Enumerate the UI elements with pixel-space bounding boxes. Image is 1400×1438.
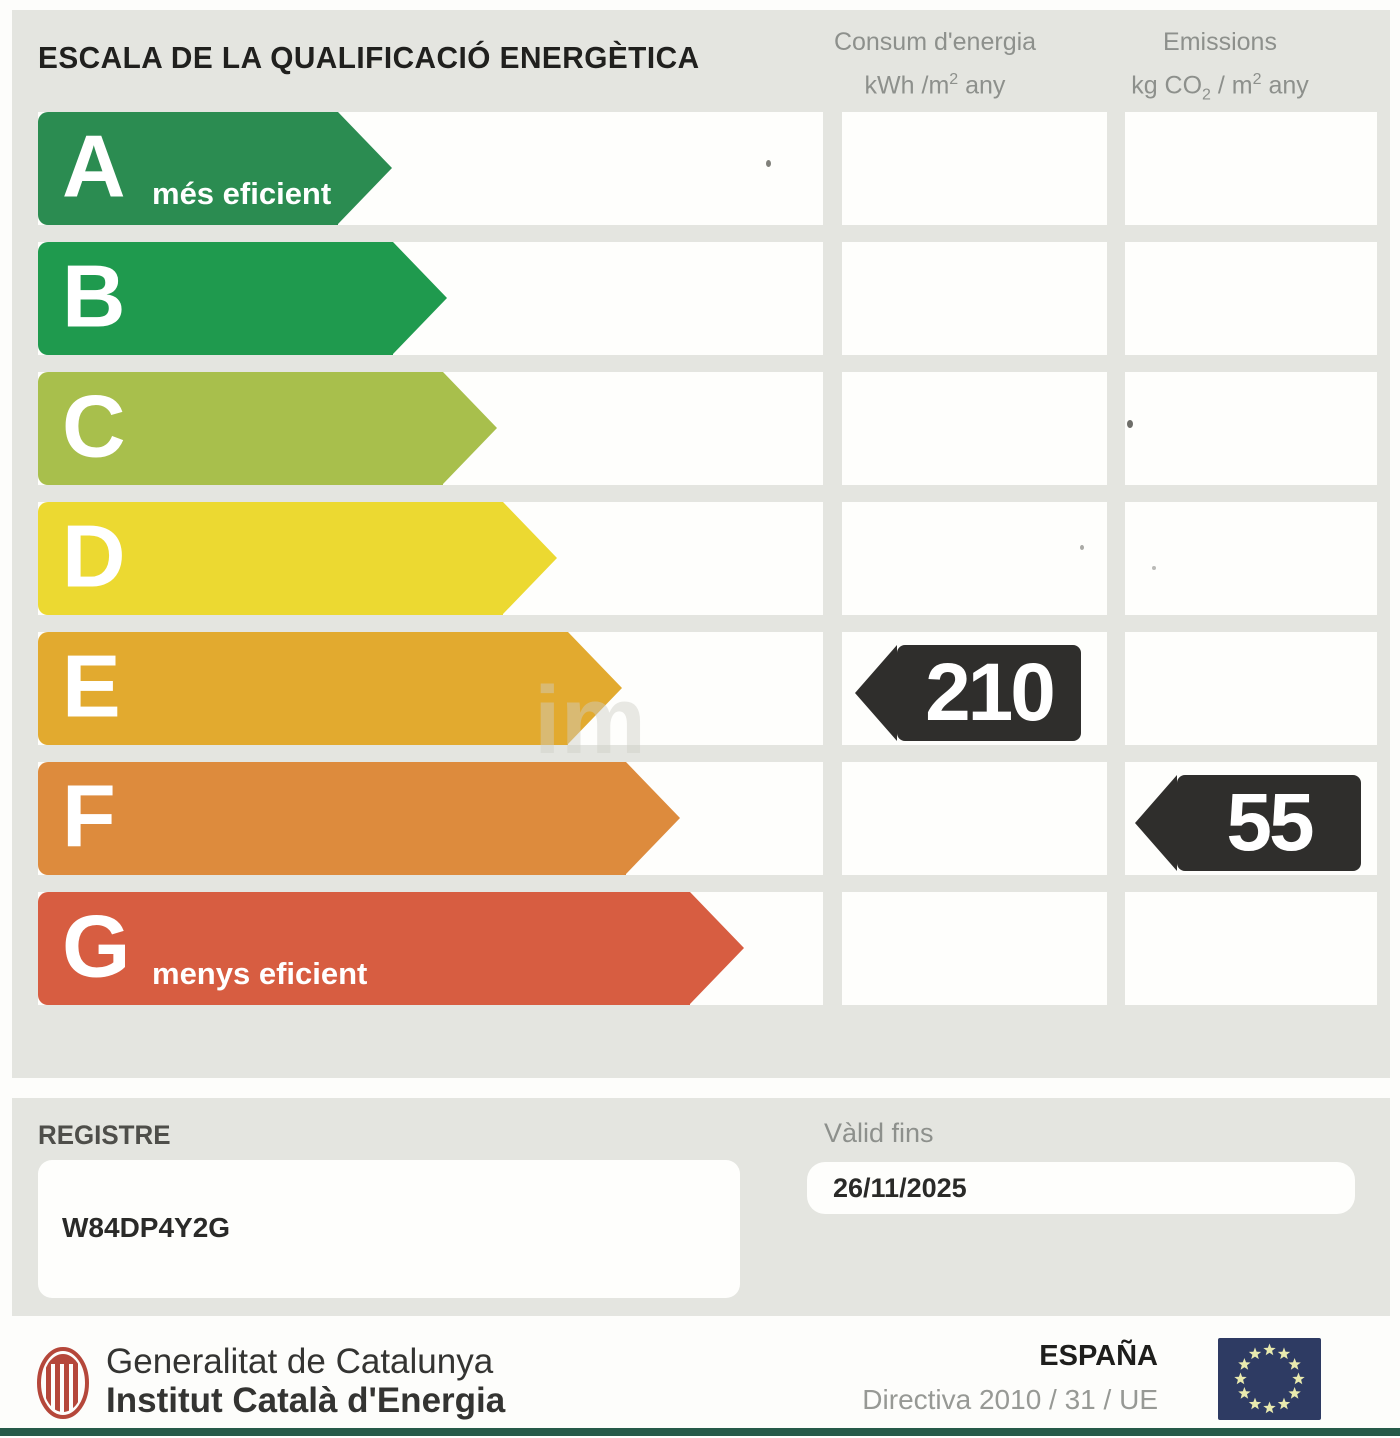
emissions-cell (1125, 892, 1377, 1005)
registre-value: W84DP4Y2G (62, 1212, 231, 1243)
emissions-value: 55 (1226, 777, 1312, 868)
registration-panel (12, 1098, 1390, 1316)
rating-letter: D (62, 505, 126, 605)
rating-arrow-d (38, 502, 503, 615)
consum-cell (842, 112, 1107, 225)
page-title: ESCALA DE LA QUALIFICACIÓ ENERGÈTICA (38, 40, 700, 75)
rating-arrow-e (38, 632, 568, 745)
organization-name (106, 1342, 505, 1420)
scale-row-a (12, 112, 1390, 225)
efficiency-label: més eficient (152, 176, 332, 211)
energy-scale-panel (12, 10, 1390, 1078)
emissions-cell (1125, 242, 1377, 355)
scan-speck (1152, 566, 1156, 570)
valid-until-label: Vàlid fins (824, 1118, 934, 1148)
registre-box (38, 1160, 740, 1298)
rating-arrow-a (38, 112, 338, 225)
rating-letter: A (62, 115, 126, 215)
consum-value-arrow (897, 645, 1081, 741)
country-label: ESPAÑA (1039, 1340, 1158, 1372)
rating-arrow-f (38, 762, 626, 875)
valid-until-date: 26/11/2025 (833, 1173, 967, 1203)
generalitat-logo-icon (36, 1346, 90, 1420)
org-line2: Institut Català d'Energia (106, 1381, 506, 1420)
emissions-value-arrow (1177, 775, 1361, 871)
watermark: im (534, 667, 647, 774)
eu-flag-icon (1218, 1338, 1321, 1420)
rating-arrow-b (38, 242, 393, 355)
rating-letter: C (62, 375, 126, 475)
bottom-border-line (0, 1428, 1400, 1436)
scan-speck (1127, 420, 1133, 428)
emissions-cell (1125, 372, 1377, 485)
consum-cell (842, 762, 1107, 875)
registre-label: REGISTRE (38, 1120, 171, 1150)
eu-directive-label: Directiva 2010 / 31 / UE (862, 1384, 1158, 1415)
rating-arrow-c (38, 372, 443, 485)
consum-cell (842, 502, 1107, 615)
consum-cell (842, 242, 1107, 355)
consum-cell (842, 892, 1107, 1005)
org-line1: Generalitat de Catalunya (106, 1342, 494, 1381)
consum-header-unit: kWh $/m^2$ any (864, 71, 1006, 100)
emissions-column-header (1085, 24, 1355, 113)
scan-speck (1080, 545, 1084, 550)
consum-value: 210 (925, 647, 1053, 738)
rating-letter: B (62, 245, 126, 345)
valid-until-box (807, 1162, 1355, 1214)
emissions-cell (1125, 502, 1377, 615)
emissions-header-title: Emissions (1163, 28, 1277, 56)
emissions-cell (1125, 632, 1377, 745)
scale-row-d (12, 502, 1390, 615)
consum-header-title: Consum d'energia (833, 28, 1037, 56)
scale-row-b (12, 242, 1390, 355)
consum-cell (842, 372, 1107, 485)
rating-letter: E (62, 635, 121, 735)
rating-arrow-g (38, 892, 690, 1005)
efficiency-label: menys eficient (152, 956, 368, 991)
scan-speck (766, 160, 771, 167)
rating-letter: G (62, 895, 131, 995)
consum-column-header (800, 24, 1070, 104)
rating-letter: F (62, 765, 116, 865)
emissions-header-unit: kg $CO_2 / m^2$ any (1131, 71, 1309, 104)
scale-row-g (12, 892, 1390, 1005)
scale-row-e (12, 632, 1390, 745)
scale-row-c (12, 372, 1390, 485)
emissions-cell (1125, 112, 1377, 225)
